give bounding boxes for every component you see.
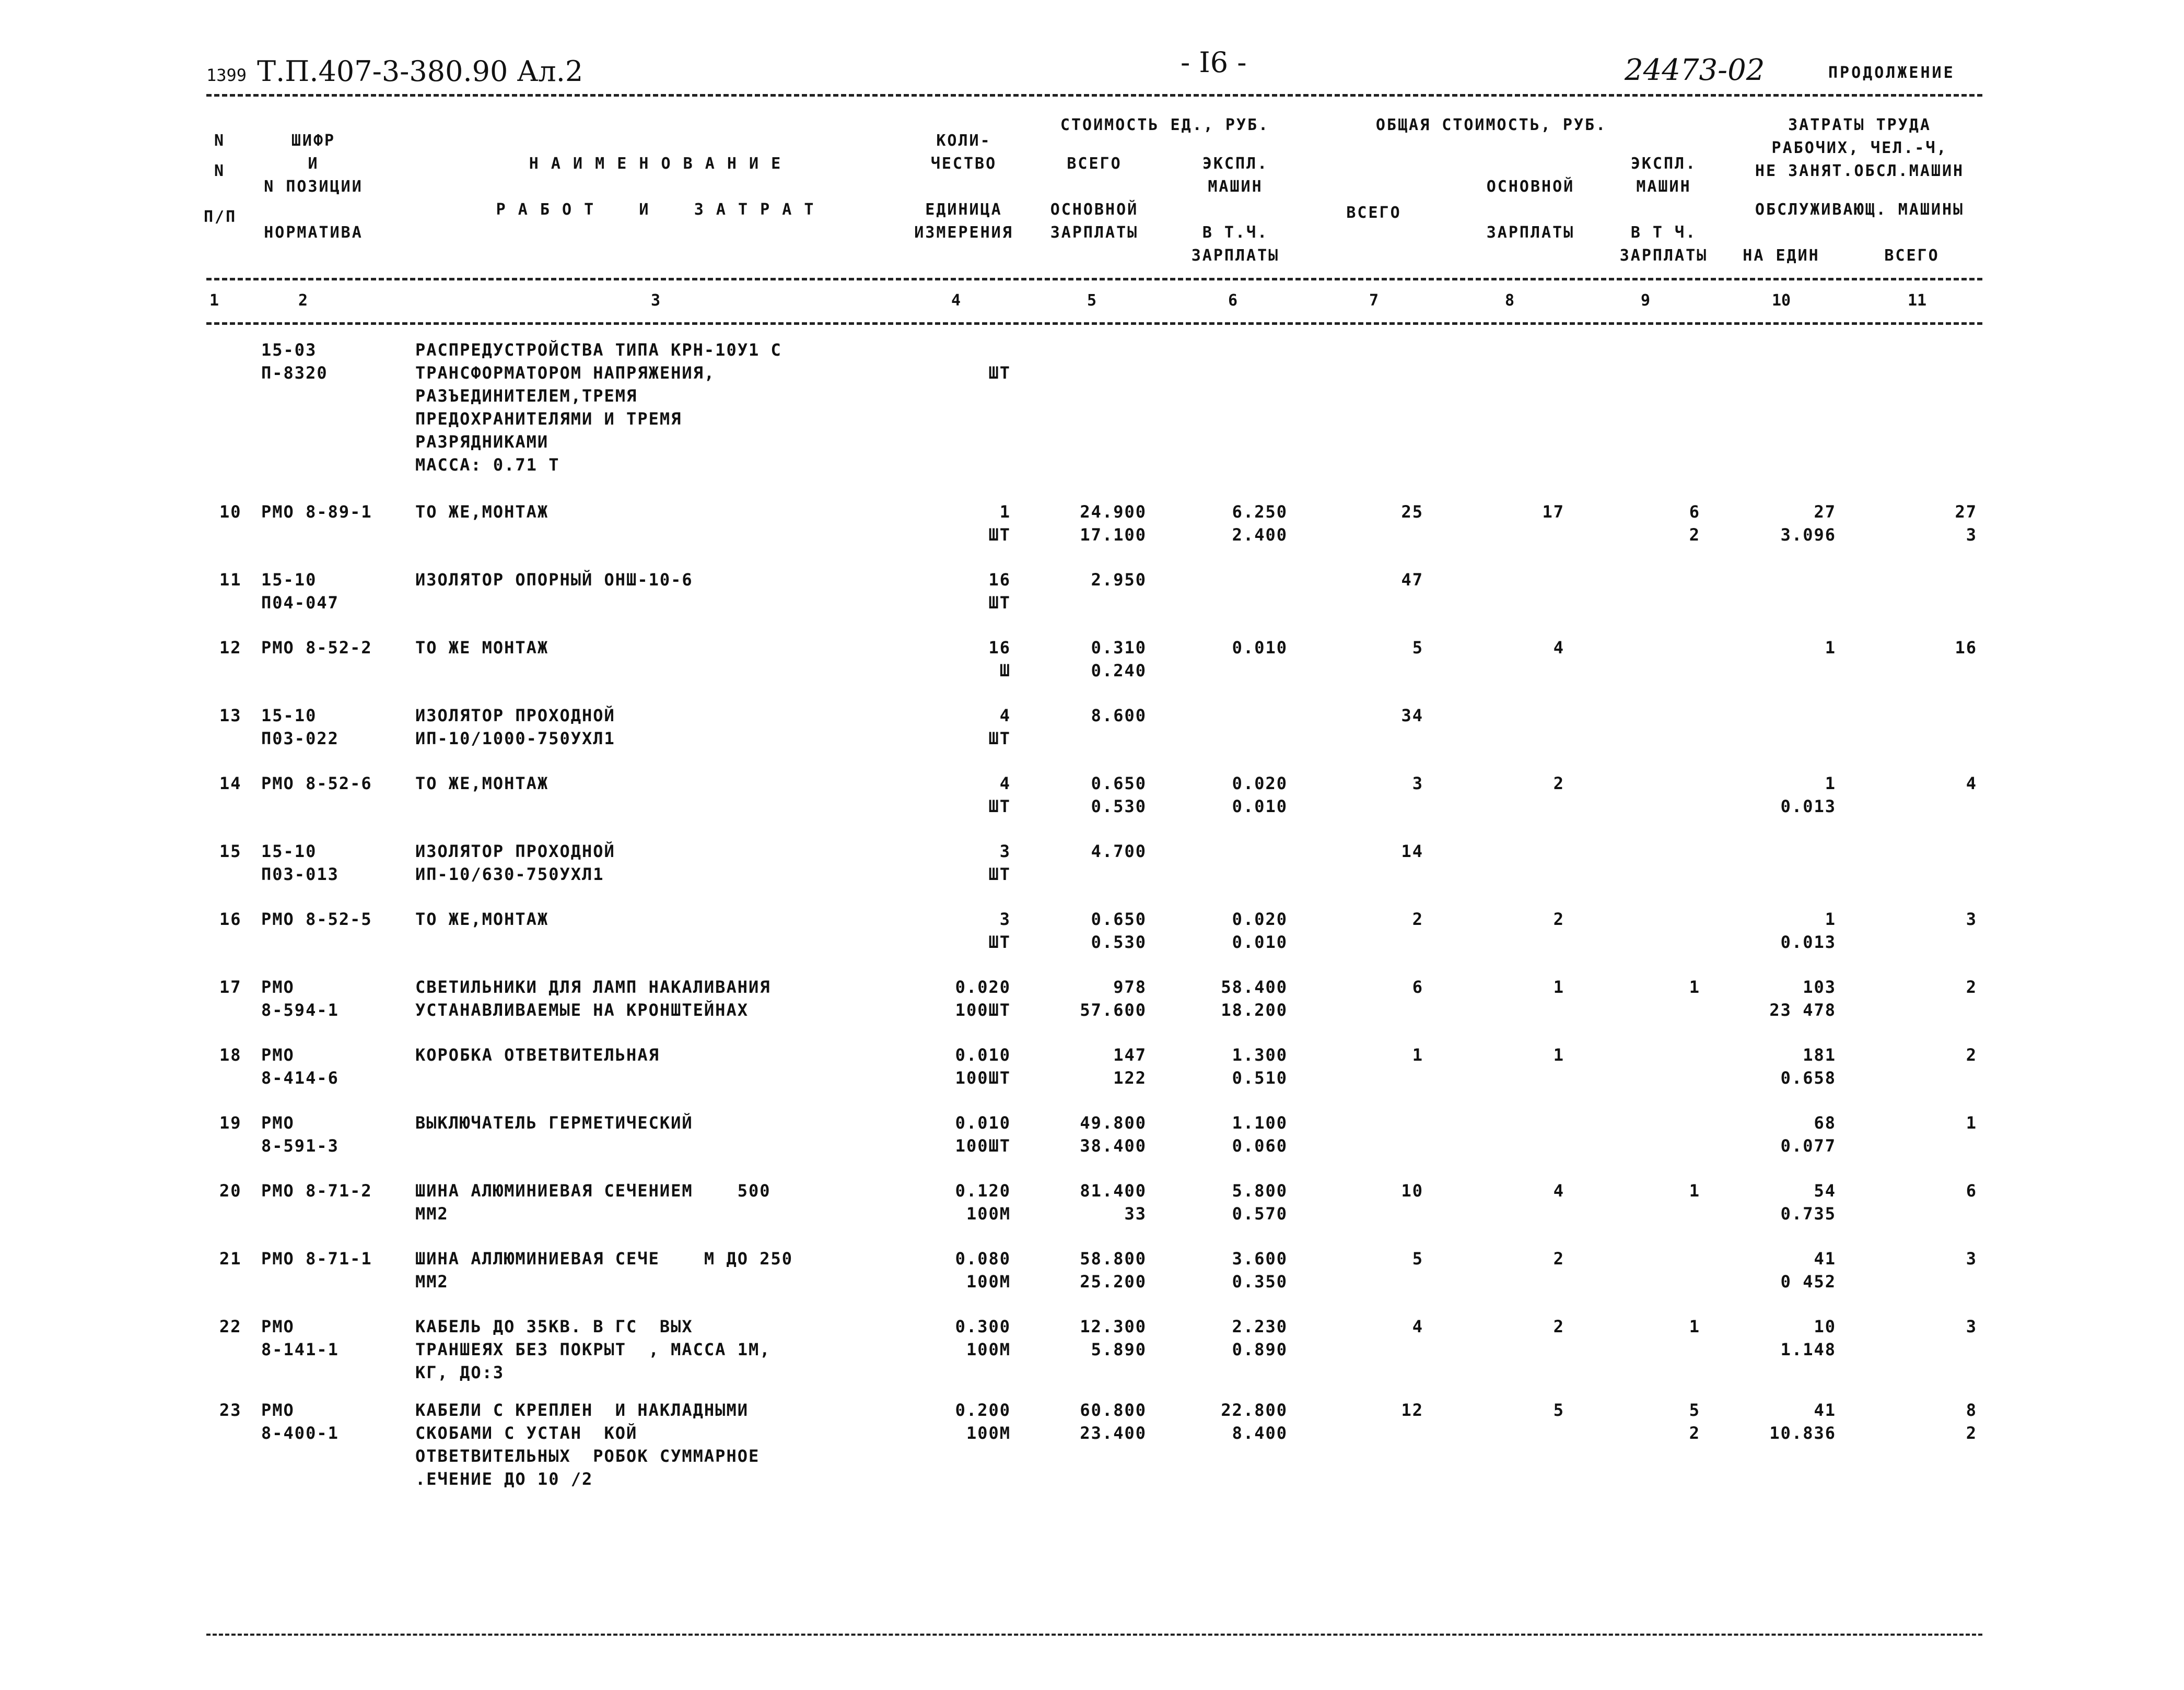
total-cost: 47	[1401, 570, 1423, 590]
labor-total: 1	[1966, 1113, 1977, 1133]
quantity-unit: 100М	[966, 1272, 1011, 1292]
unit-cost-total: 17.100	[1080, 525, 1147, 545]
row-number: 16	[219, 909, 242, 929]
unit-cost-machines: 0.890	[1232, 1340, 1288, 1359]
header-col5-line: ЗАРПЛАТЫ	[1050, 224, 1139, 242]
unit-cost-machines: 58.400	[1221, 977, 1288, 997]
position-code: РМО 8-71-1	[261, 1249, 372, 1269]
total-machine-cost: 6	[1689, 502, 1700, 522]
total-cost: 4	[1412, 1317, 1423, 1336]
header-col1-line: П/П	[204, 208, 237, 226]
unit-cost-machines: 2.230	[1232, 1317, 1288, 1336]
unit-cost-machines: 6.250	[1232, 502, 1288, 522]
document-number: 24473-02	[1625, 53, 1765, 87]
header-col3-title: Н А И М Е Н О В А Н И Е	[529, 155, 782, 173]
header-labor-title-line: ЗАТРАТЫ ТРУДА	[1788, 116, 1931, 134]
continuation-label: ПРОДОЛЖЕНИЕ	[1828, 64, 1955, 82]
quantity-unit: ШТ	[988, 864, 1011, 884]
quantity-unit: ШТ	[988, 796, 1011, 816]
unit-cost-machines: 0.060	[1232, 1136, 1288, 1156]
header-bottom-rule	[206, 278, 1982, 280]
position-code: 8-400-1	[261, 1423, 339, 1443]
labor-per-unit: 1	[1825, 638, 1836, 658]
total-cost: 6	[1412, 977, 1423, 997]
labor-per-unit: 181	[1803, 1045, 1836, 1065]
unit-cost-machines: 0.350	[1232, 1272, 1288, 1292]
unit-cost-total: 12.300	[1080, 1317, 1147, 1336]
total-cost: 1	[1412, 1045, 1423, 1065]
row-number: 23	[219, 1400, 242, 1420]
header-total-cost-title: ОБЩАЯ СТОИМОСТЬ, РУБ.	[1375, 116, 1607, 134]
work-name: РАЗРЯДНИКАМИ	[415, 432, 549, 452]
quantity-unit: 100М	[966, 1423, 1011, 1443]
unit-cost-total: 24.900	[1080, 502, 1147, 522]
work-name: ТРАНШЕЯХ БЕЗ ПОКРЫТ , МАССА 1М,	[415, 1340, 771, 1359]
header-col9-line: В Т Ч.	[1630, 224, 1697, 242]
header-col7: ВСЕГО	[1346, 204, 1402, 222]
labor-per-unit: 0.077	[1780, 1136, 1836, 1156]
sheet-code: 1399	[206, 65, 247, 85]
total-cost: 12	[1401, 1400, 1423, 1420]
quantity-unit: ШТ	[988, 593, 1011, 613]
position-code: 15-03	[261, 340, 317, 360]
position-code: РМО	[261, 977, 295, 997]
header-col5-line: ОСНОВНОЙ	[1050, 201, 1139, 219]
work-name: СКОБАМИ С УСТАН КОЙ	[415, 1423, 638, 1443]
total-machine-cost: 1	[1689, 1181, 1700, 1201]
work-name: МАССА: 0.71 Т	[415, 455, 560, 475]
quantity-unit: 0.020	[955, 977, 1011, 997]
work-name: ИП-10/1000-750УХЛ1	[415, 729, 615, 748]
position-code: П03-013	[261, 864, 339, 884]
labor-per-unit: 41	[1814, 1400, 1836, 1420]
unit-cost-total: 0.240	[1091, 661, 1147, 680]
header-col4-line: ИЗМЕРЕНИЯ	[914, 224, 1013, 242]
total-machine-cost: 1	[1689, 977, 1700, 997]
header-labor-sub: ОБСЛУЖИВАЮЩ. МАШИНЫ	[1755, 201, 1965, 219]
quantity-unit: Ш	[999, 661, 1011, 680]
labor-total: 3	[1966, 525, 1977, 545]
position-code: РМО	[261, 1113, 295, 1133]
total-cost: 5	[1412, 638, 1423, 658]
total-machine-cost: 2	[1689, 525, 1700, 545]
header-col2-line: ШИФР	[291, 132, 336, 150]
work-name: КАБЕЛИ С КРЕПЛЕН И НАКЛАДНЫМИ	[415, 1400, 749, 1420]
work-name: ТРАНСФОРМАТОРОМ НАПРЯЖЕНИЯ,	[415, 363, 716, 383]
labor-per-unit: 0.013	[1780, 932, 1836, 952]
work-name: ШИНА АЛЮМИНИЕВАЯ СЕЧЕНИЕМ 500	[415, 1181, 771, 1201]
header-unit-cost-title: СТОИМОСТЬ ЕД., РУБ.	[1060, 116, 1270, 134]
unit-cost-machines: 0.010	[1232, 932, 1288, 952]
position-code: П03-022	[261, 729, 339, 748]
labor-per-unit: 10	[1814, 1317, 1836, 1336]
labor-per-unit: 27	[1814, 502, 1836, 522]
unit-cost-total: 122	[1113, 1068, 1147, 1088]
header-col9-line: МАШИН	[1636, 178, 1691, 196]
header-col1-line: N	[214, 132, 226, 150]
quantity-unit: 0.010	[955, 1045, 1011, 1065]
header-col6-line: В Т.Ч.	[1202, 224, 1269, 242]
quantity-unit: 1	[999, 502, 1011, 522]
labor-total: 2	[1966, 977, 1977, 997]
row-number: 15	[219, 841, 242, 861]
unit-cost-total: 33	[1124, 1204, 1147, 1224]
row-number: 14	[219, 773, 242, 793]
unit-cost-machines: 0.010	[1232, 796, 1288, 816]
work-name: КГ, ДО:3	[415, 1363, 505, 1382]
header-col2-line: НОРМАТИВА	[264, 224, 363, 242]
total-base-wages: 17	[1542, 502, 1564, 522]
position-code: РМО 8-89-1	[261, 502, 372, 522]
unit-cost-machines: 0.010	[1232, 638, 1288, 658]
row-number: 20	[219, 1181, 242, 1201]
position-code: РМО	[261, 1400, 295, 1420]
unit-cost-total: 23.400	[1080, 1423, 1147, 1443]
work-name: РАЗЪЕДИНИТЕЛЕМ,ТРЕМЯ	[415, 386, 638, 406]
quantity-unit: 100М	[966, 1340, 1011, 1359]
header-col9-line: ЭКСПЛ.	[1630, 155, 1697, 173]
header-col4-line: КОЛИ-	[936, 132, 991, 150]
total-machine-cost: 1	[1689, 1317, 1700, 1336]
work-name: ПРЕДОХРАНИТЕЛЯМИ И ТРЕМЯ	[415, 409, 682, 429]
work-name: ТО ЖЕ,МОНТАЖ	[415, 773, 549, 793]
numbers-bottom-rule	[206, 322, 1982, 325]
position-code: РМО 8-52-6	[261, 773, 372, 793]
header-col1-line: N	[214, 162, 226, 180]
column-number: 10	[1771, 291, 1791, 310]
total-base-wages: 5	[1553, 1400, 1564, 1420]
unit-cost-total: 0.310	[1091, 638, 1147, 658]
column-number: 7	[1369, 291, 1379, 310]
row-number: 18	[219, 1045, 242, 1065]
column-number: 1	[209, 291, 219, 310]
unit-cost-machines: 8.400	[1232, 1423, 1288, 1443]
total-cost: 3	[1412, 773, 1423, 793]
unit-cost-total: 57.600	[1080, 1000, 1147, 1020]
unit-cost-machines: 5.800	[1232, 1181, 1288, 1201]
labor-per-unit: 1	[1825, 773, 1836, 793]
position-code: 15-10	[261, 570, 317, 590]
total-cost: 2	[1412, 909, 1423, 929]
labor-per-unit: 68	[1814, 1113, 1836, 1133]
header-col4-line: ЧЕСТВО	[930, 155, 997, 173]
unit-cost-total: 2.950	[1091, 570, 1147, 590]
labor-per-unit: 10.836	[1769, 1423, 1836, 1443]
labor-total: 27	[1955, 502, 1977, 522]
row-number: 12	[219, 638, 242, 658]
position-code: РМО 8-71-2	[261, 1181, 372, 1201]
total-cost: 10	[1401, 1181, 1423, 1201]
work-name: ММ2	[415, 1272, 449, 1292]
unit-cost-machines: 1.100	[1232, 1113, 1288, 1133]
work-name: ИЗОЛЯТОР ПРОХОДНОЙ	[415, 841, 615, 861]
total-cost: 5	[1412, 1249, 1423, 1269]
column-number: 8	[1504, 291, 1515, 310]
header-col11: ВСЕГО	[1884, 247, 1940, 265]
column-number: 9	[1640, 291, 1651, 310]
quantity-unit: ШТ	[988, 525, 1011, 545]
header-col6-line: ЭКСПЛ.	[1202, 155, 1269, 173]
quantity-unit: ШТ	[988, 363, 1011, 383]
unit-cost-total: 0.530	[1091, 796, 1147, 816]
header-labor-title-line: РАБОЧИХ, ЧЕЛ.-Ч,	[1771, 139, 1948, 157]
work-name: ММ2	[415, 1204, 449, 1224]
quantity-unit: 3	[999, 909, 1011, 929]
column-number: 4	[951, 291, 961, 310]
header-col6-line: ЗАРПЛАТЫ	[1191, 247, 1280, 265]
header-col10: НА ЕДИН	[1743, 247, 1820, 265]
unit-cost-total: 25.200	[1080, 1272, 1147, 1292]
labor-per-unit: 0.658	[1780, 1068, 1836, 1088]
total-base-wages: 1	[1553, 977, 1564, 997]
position-code: 8-594-1	[261, 1000, 339, 1020]
unit-cost-machines: 3.600	[1232, 1249, 1288, 1269]
unit-cost-machines: 0.020	[1232, 909, 1288, 929]
position-code: 8-141-1	[261, 1340, 339, 1359]
labor-per-unit: 54	[1814, 1181, 1836, 1201]
quantity-unit: 16	[988, 570, 1011, 590]
table-top-rule	[206, 94, 1982, 97]
quantity-unit: 100ШТ	[955, 1068, 1011, 1088]
unit-cost-total: 0.650	[1091, 773, 1147, 793]
unit-cost-total: 38.400	[1080, 1136, 1147, 1156]
labor-total: 16	[1955, 638, 1977, 658]
position-code: РМО	[261, 1317, 295, 1336]
unit-cost-machines: 0.570	[1232, 1204, 1288, 1224]
work-name: .ЕЧЕНИЕ ДО 10 /2	[415, 1469, 593, 1489]
labor-per-unit: 0.735	[1780, 1204, 1836, 1224]
work-name: ШИНА АЛЛЮМИНИЕВАЯ СЕЧЕ М ДО 250	[415, 1249, 793, 1269]
unit-cost-total: 4.700	[1091, 841, 1147, 861]
position-code: П-8320	[261, 363, 328, 383]
row-number: 21	[219, 1249, 242, 1269]
unit-cost-total: 5.890	[1091, 1340, 1147, 1359]
header-col4-line: ЕДИНИЦА	[925, 201, 1002, 219]
labor-per-unit: 1	[1825, 909, 1836, 929]
labor-per-unit: 23 478	[1769, 1000, 1836, 1020]
project-code: Т.П.407-3-380.90 Ал.2	[257, 55, 583, 88]
work-name: РАСПРЕДУСТРОЙСТВА ТИПА КРН-10У1 С	[415, 340, 782, 360]
labor-per-unit: 103	[1803, 977, 1836, 997]
position-code: П04-047	[261, 593, 339, 613]
header-col8-line: ОСНОВНОЙ	[1486, 178, 1575, 196]
quantity-unit: 0.080	[955, 1249, 1011, 1269]
position-code: 8-591-3	[261, 1136, 339, 1156]
unit-cost-total: 147	[1113, 1045, 1147, 1065]
unit-cost-total: 58.800	[1080, 1249, 1147, 1269]
quantity-unit: 100М	[966, 1204, 1011, 1224]
total-base-wages: 2	[1553, 773, 1564, 793]
unit-cost-total: 49.800	[1080, 1113, 1147, 1133]
position-code: 15-10	[261, 706, 317, 725]
labor-total: 2	[1966, 1045, 1977, 1065]
labor-per-unit: 0 452	[1780, 1272, 1836, 1292]
quantity-unit: ШТ	[988, 729, 1011, 748]
unit-cost-total: 60.800	[1080, 1400, 1147, 1420]
header-labor-title-line: НЕ ЗАНЯТ.ОБСЛ.МАШИН	[1755, 162, 1965, 180]
work-name: ТО ЖЕ,МОНТАЖ	[415, 502, 549, 522]
header-col6-line: МАШИН	[1208, 178, 1263, 196]
quantity-unit: 0.200	[955, 1400, 1011, 1420]
work-name: ОТВЕТВИТЕЛЬНЫХ РОБОК СУММАРНОЕ	[415, 1446, 760, 1466]
document-reference	[206, 55, 583, 88]
position-code: РМО 8-52-2	[261, 638, 372, 658]
work-name: КАБЕЛЬ ДО 35КВ. В ГС ВЫХ	[415, 1317, 693, 1336]
labor-total: 8	[1966, 1400, 1977, 1420]
position-code: РМО 8-52-5	[261, 909, 372, 929]
work-name: КОРОБКА ОТВЕТВИТЕЛЬНАЯ	[415, 1045, 660, 1065]
work-name: ВЫКЛЮЧАТЕЛЬ ГЕРМЕТИЧЕСКИЙ	[415, 1113, 693, 1133]
quantity-unit: 3	[999, 841, 1011, 861]
labor-per-unit: 1.148	[1780, 1340, 1836, 1359]
total-base-wages: 4	[1553, 1181, 1564, 1201]
labor-total: 3	[1966, 909, 1977, 929]
unit-cost-machines: 1.300	[1232, 1045, 1288, 1065]
column-number: 2	[298, 291, 308, 310]
quantity-unit: 0.010	[955, 1113, 1011, 1133]
total-base-wages: 1	[1553, 1045, 1564, 1065]
quantity-unit: 0.300	[955, 1317, 1011, 1336]
header-col9-line: ЗАРПЛАТЫ	[1619, 247, 1708, 265]
quantity-unit: ШТ	[988, 932, 1011, 952]
total-cost: 34	[1401, 706, 1423, 725]
labor-per-unit: 41	[1814, 1249, 1836, 1269]
quantity-unit: 16	[988, 638, 1011, 658]
row-number: 17	[219, 977, 242, 997]
unit-cost-machines: 0.510	[1232, 1068, 1288, 1088]
position-code: РМО	[261, 1045, 295, 1065]
header-col2-line: И	[308, 155, 319, 173]
total-base-wages: 2	[1553, 1249, 1564, 1269]
quantity-unit: 4	[999, 706, 1011, 725]
position-code: 15-10	[261, 841, 317, 861]
labor-total: 2	[1966, 1423, 1977, 1443]
work-name: ТО ЖЕ,МОНТАЖ	[415, 909, 549, 929]
total-base-wages: 2	[1553, 1317, 1564, 1336]
position-code: 8-414-6	[261, 1068, 339, 1088]
unit-cost-total: 8.600	[1091, 706, 1147, 725]
labor-per-unit: 0.013	[1780, 796, 1836, 816]
unit-cost-total: 81.400	[1080, 1181, 1147, 1201]
quantity-unit: 100ШТ	[955, 1136, 1011, 1156]
labor-total: 4	[1966, 773, 1977, 793]
work-name: СВЕТИЛЬНИКИ ДЛЯ ЛАМП НАКАЛИВАНИЯ	[415, 977, 771, 997]
page-number: - I6 -	[1181, 46, 1247, 79]
unit-cost-total: 978	[1113, 977, 1147, 997]
work-name: ИЗОЛЯТОР ОПОРНЫЙ ОНШ-10-6	[415, 570, 693, 590]
unit-cost-machines: 2.400	[1232, 525, 1288, 545]
total-cost: 25	[1401, 502, 1423, 522]
unit-cost-total: 0.530	[1091, 932, 1147, 952]
header-col3-subtitle: Р А Б О Т И З А Т Р А Т	[496, 201, 815, 219]
row-number: 11	[219, 570, 242, 590]
header-col5-line: ВСЕГО	[1067, 155, 1122, 173]
labor-total: 6	[1966, 1181, 1977, 1201]
total-base-wages: 2	[1553, 909, 1564, 929]
total-cost: 14	[1401, 841, 1423, 861]
quantity-unit: 0.120	[955, 1181, 1011, 1201]
labor-total: 3	[1966, 1249, 1977, 1269]
quantity-unit: 100ШТ	[955, 1000, 1011, 1020]
labor-total: 3	[1966, 1317, 1977, 1336]
header-col8-line: ЗАРПЛАТЫ	[1486, 224, 1575, 242]
row-number: 13	[219, 706, 242, 725]
work-name: ИЗОЛЯТОР ПРОХОДНОЙ	[415, 706, 615, 725]
column-number: 5	[1087, 291, 1097, 310]
unit-cost-total: 0.650	[1091, 909, 1147, 929]
unit-cost-machines: 0.020	[1232, 773, 1288, 793]
unit-cost-machines: 22.800	[1221, 1400, 1288, 1420]
column-number: 3	[650, 291, 661, 310]
row-number: 19	[219, 1113, 242, 1133]
column-number: 11	[1907, 291, 1927, 310]
total-base-wages: 4	[1553, 638, 1564, 658]
header-col2-line: N ПОЗИЦИИ	[264, 178, 363, 196]
column-number: 6	[1228, 291, 1238, 310]
total-machine-cost: 2	[1689, 1423, 1700, 1443]
unit-cost-machines: 18.200	[1221, 1000, 1288, 1020]
row-number: 10	[219, 502, 242, 522]
work-name: ИП-10/630-750УХЛ1	[415, 864, 604, 884]
total-machine-cost: 5	[1689, 1400, 1700, 1420]
table-bottom-rule	[206, 1634, 1982, 1636]
quantity-unit: 4	[999, 773, 1011, 793]
work-name: УСТАНАВЛИВАЕМЫЕ НА КРОНШТЕЙНАХ	[415, 1000, 749, 1020]
row-number: 22	[219, 1317, 242, 1336]
labor-per-unit: 3.096	[1780, 525, 1836, 545]
work-name: ТО ЖЕ МОНТАЖ	[415, 638, 549, 658]
